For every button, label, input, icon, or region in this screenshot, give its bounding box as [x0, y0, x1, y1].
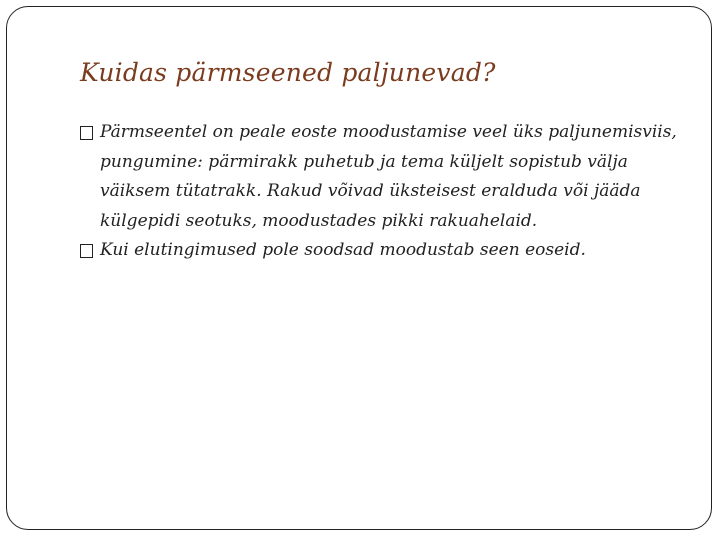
slide-title: Kuidas pärmseened paljunevad?	[80, 58, 496, 87]
bullet-item	[80, 236, 690, 266]
slide-body	[80, 118, 690, 266]
bullet-text: Kui elutingimused pole soodsad moodustab seen eoseid.	[100, 240, 586, 260]
bullet-box-icon	[80, 244, 93, 258]
bullet-item	[80, 118, 690, 236]
bullet-text: Pärmseentel on peale eoste moodustamise veel üks paljunemisviis, pungumine: pärmirakk puhetub ja tema küljelt sopistub välja väiksem tütatrakk. Rakud võivad üksteisest eralduda või jääda külgepidi seotuks, moodustades pikki rakuahelaid.	[100, 122, 677, 231]
bullet-box-icon	[80, 126, 93, 140]
